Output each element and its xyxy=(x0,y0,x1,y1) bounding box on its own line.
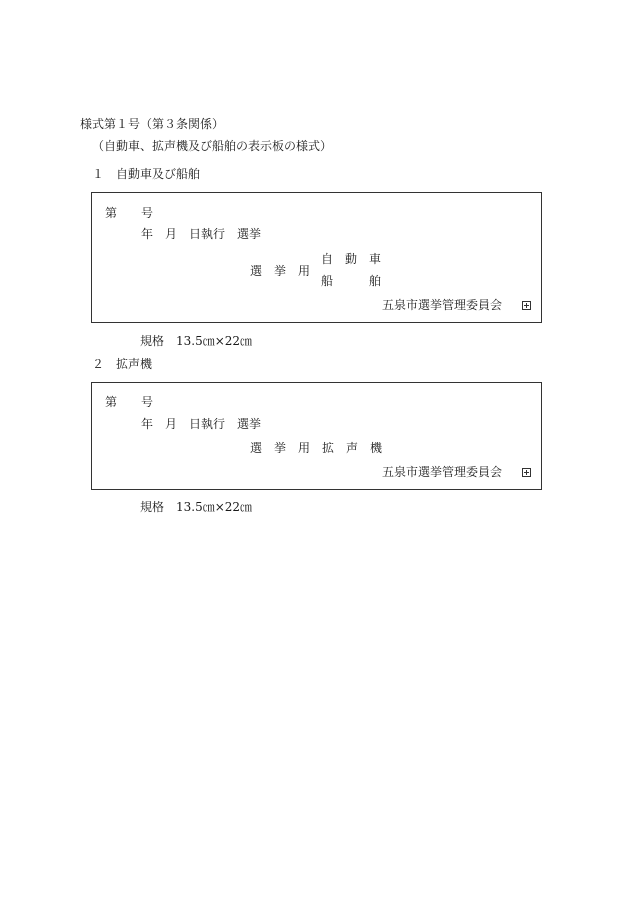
seal-icon xyxy=(522,468,531,477)
board-number-label: 第 号 xyxy=(105,206,154,220)
board-issuer xyxy=(382,298,531,312)
seal-icon xyxy=(522,301,531,310)
form-subtitle: （自動車、拡声機及び船舶の表示板の様式） xyxy=(92,139,333,153)
board-date-line: 年 月 日執行 選挙 xyxy=(141,417,262,431)
board-purpose: 選 挙 用 xyxy=(250,264,311,278)
board-issuer-name: 五泉市選挙管理委員会 xyxy=(382,298,503,312)
section2-heading: ２ 拡声機 xyxy=(92,357,153,371)
section2-board xyxy=(91,382,542,490)
section1-size-note: 規格 13.5㎝×22㎝ xyxy=(140,334,253,348)
section1-board xyxy=(91,192,542,323)
board-date-line: 年 月 日執行 選挙 xyxy=(141,227,262,241)
board-number-label: 第 号 xyxy=(105,395,154,409)
board-option-car: 自 動 車 xyxy=(321,252,382,266)
board-purpose: 選 挙 用 拡 声 機 xyxy=(250,441,383,455)
form-title: 様式第１号（第３条関係） xyxy=(80,117,225,131)
section1-heading: １ 自動車及び船舶 xyxy=(92,167,201,181)
section2-size-note: 規格 13.5㎝×22㎝ xyxy=(140,500,253,514)
board-issuer xyxy=(382,465,531,479)
board-option-ship: 船 舶 xyxy=(321,274,382,288)
board-issuer-name: 五泉市選挙管理委員会 xyxy=(382,465,503,479)
